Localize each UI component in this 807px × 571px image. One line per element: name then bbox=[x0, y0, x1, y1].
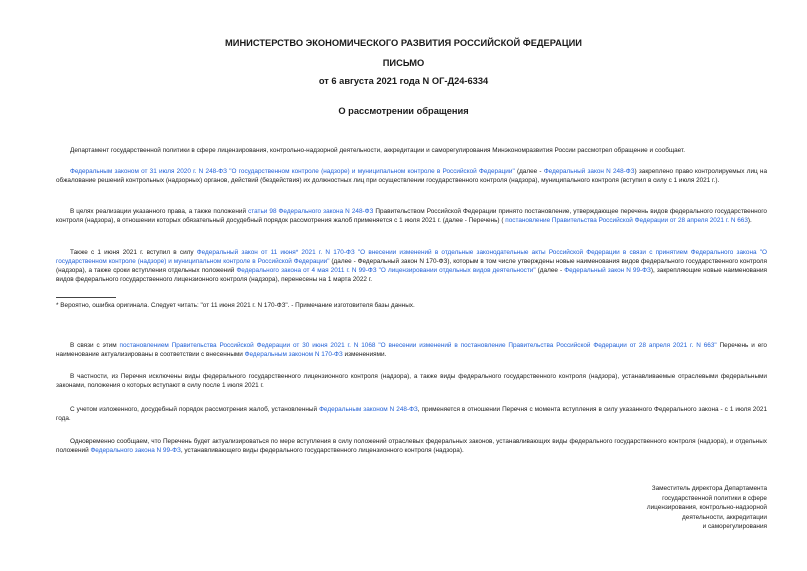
link-fz-99[interactable]: Федерального закона от 4 мая 2011 г. N 99-ФЗ "О лицензировании отдельных видов деятельности" bbox=[236, 267, 536, 274]
document-date-number: от 6 августа 2021 года N ОГ-Д24-6334 bbox=[318, 76, 489, 86]
paragraph-2: Федеральным законом от 31 июля 2020 г. N 248-ФЗ "О государственном контроле (надзоре) и муниципальном контроле в Российской Федерации" (далее - Федеральный закон N 248-ФЗ) закреплено право контролируемых лиц на обжалование решений контрольных (надзорных) органов, действий (бездействия) их должностных лиц при осуществлении государственного контроля (надзора), муниципального контроля (вступил в силу с 1 июля 2021 г.). bbox=[56, 168, 767, 184]
signature-line-5: и саморегулирования bbox=[702, 523, 767, 530]
document-type: ПИСЬМО bbox=[382, 58, 425, 68]
paragraph-5: В связи с этим постановлением Правительства Российской Федерации от 30 июня 2021 г. N 1068 "О внесении изменений в постановление Правительства Российской Федерации от 28 апреля 2021 г. N 663" Перечень и его наименование актуализированы в соответствии с внесенными Федеральным законом N 170-ФЗ изменениями. bbox=[56, 342, 767, 358]
link-postanovlenie-663[interactable]: постановление Правительства Российской Федерации от 28 апреля 2021 г. N 663 bbox=[505, 217, 748, 224]
signature-line-4: деятельности, аккредитации bbox=[682, 513, 767, 521]
link-fz-248-p7[interactable]: Федеральным законом N 248-ФЗ bbox=[319, 406, 418, 413]
footnote-divider bbox=[56, 297, 116, 298]
paragraph-4: Также с 1 июня 2021 г. вступил в силу Федеральный закон от 11 июня* 2021 г. N 170-ФЗ "О внесении изменений в отдельные законодательные акты Российской Федерации в связи с принятием Федерального закона "О государственном контроле (надзоре) и муниципальном контроле в Российской Федерации" (далее - Федеральный закон N 170-ФЗ), которым в том числе утверждены новые наименования видов федерального государственного контроля (надзора), а также сроки вступления отдельных положений Федерального закона от 4 мая 2011 г. N 99-ФЗ "О лицензировании отдельных видов деятельности" (далее - Федеральный закон N 99-ФЗ), закрепляющие новые наименования видов федерального государственного лицензионного контроля (надзора), перенесены на 1 марта 2022 г. bbox=[56, 249, 767, 283]
link-postanovlenie-1068[interactable]: постановлением Правительства Российской Федерации от 30 июня 2021 г. N 1068 "О внесении изменений в постановление Правительства Российской Федерации от 28 апреля 2021 г. N 663" bbox=[119, 342, 717, 349]
signature-line-3: лицензирования, контрольно-надзорной bbox=[646, 504, 767, 511]
link-fz-170[interactable]: Федеральный закон от 11 июня* 2021 г. N 170-ФЗ "О внесении изменений в отдельные законодательные акты Российской Федерации в связи с принятием Федерального закона "О государственном контроле (надзоре) и муниципальном контроле в Российской Федерации" bbox=[56, 249, 767, 265]
paragraph-6: В частности, из Перечня исключены виды федерального государственного лицензионного контроля (надзора), а также виды федерального государственного контроля (надзора), устанавливаемые отраслевыми федеральными законами, положения о которых вступают в силу после 1 июля 2021 г. bbox=[56, 373, 767, 389]
link-fz-170-short[interactable]: Федеральным законом N 170-ФЗ bbox=[244, 351, 343, 358]
signature-line-2: государственной политики в сфере bbox=[662, 494, 767, 502]
signature-line-1: Заместитель директора Департамента bbox=[651, 485, 767, 492]
ministry-title: МИНИСТЕРСТВО ЭКОНОМИЧЕСКОГО РАЗВИТИЯ РОССИЙСКОЙ ФЕДЕРАЦИИ bbox=[225, 38, 582, 48]
link-fz-99-p8[interactable]: Федерального закона N 99-ФЗ bbox=[90, 447, 181, 454]
document-subject: О рассмотрении обращения bbox=[338, 106, 469, 116]
paragraph-1: Департамент государственной политики в сфере лицензирования, контрольно-надзорной деятельности, аккредитации и саморегулирования Минэкономразвития России рассмотрел обращение и сообщает. bbox=[70, 147, 685, 154]
footnote: * Вероятно, ошибка оригинала. Следует читать: "от 11 июня 2021 г. N 170-ФЗ". - Примечание изготовителя базы данных. bbox=[56, 302, 415, 309]
paragraph-3: В целях реализации указанного права, а также положений статьи 98 Федерального закона N 248-ФЗ Правительством Российской Федерации принято постановление, утверждающее перечень видов федерального государственного контроля (надзора), в отношении которых обязательный досудебный порядок рассмотрения жалоб применяется с 1 июля 2021 г. (далее - Перечень) ( постановление Правительства Российской Федерации от 28 апреля 2021 г. N 663). bbox=[56, 208, 767, 224]
link-fz-248[interactable]: Федеральным законом от 31 июля 2020 г. N 248-ФЗ "О государственном контроле (надзоре) и муниципальном контроле в Российской Федерации" bbox=[70, 168, 515, 175]
link-fz-248-short[interactable]: Федеральный закон N 248-ФЗ bbox=[543, 168, 635, 175]
paragraph-8: Одновременно сообщаем, что Перечень будет актуализироваться по мере вступления в силу положений отраслевых федеральных законов, устанавливающих виды федерального государственного контроля (надзора), и отдельных положений Федерального закона N 99-ФЗ, устанавливающего виды федерального государственного лицензионного контроля (надзора). bbox=[56, 438, 767, 454]
signature-block bbox=[607, 484, 767, 532]
link-fz-99-short[interactable]: Федеральный закон N 99-ФЗ bbox=[564, 267, 651, 274]
paragraph-7: С учетом изложенного, досудебный порядок рассмотрения жалоб, установленный Федеральным законом N 248-ФЗ, применяется в отношении Перечня с момента вступления в силу указанного Федерального закона - с 1 июля 2021 года. bbox=[56, 406, 768, 422]
link-article-98[interactable]: статьи 98 Федерального закона N 248-ФЗ bbox=[248, 208, 374, 215]
